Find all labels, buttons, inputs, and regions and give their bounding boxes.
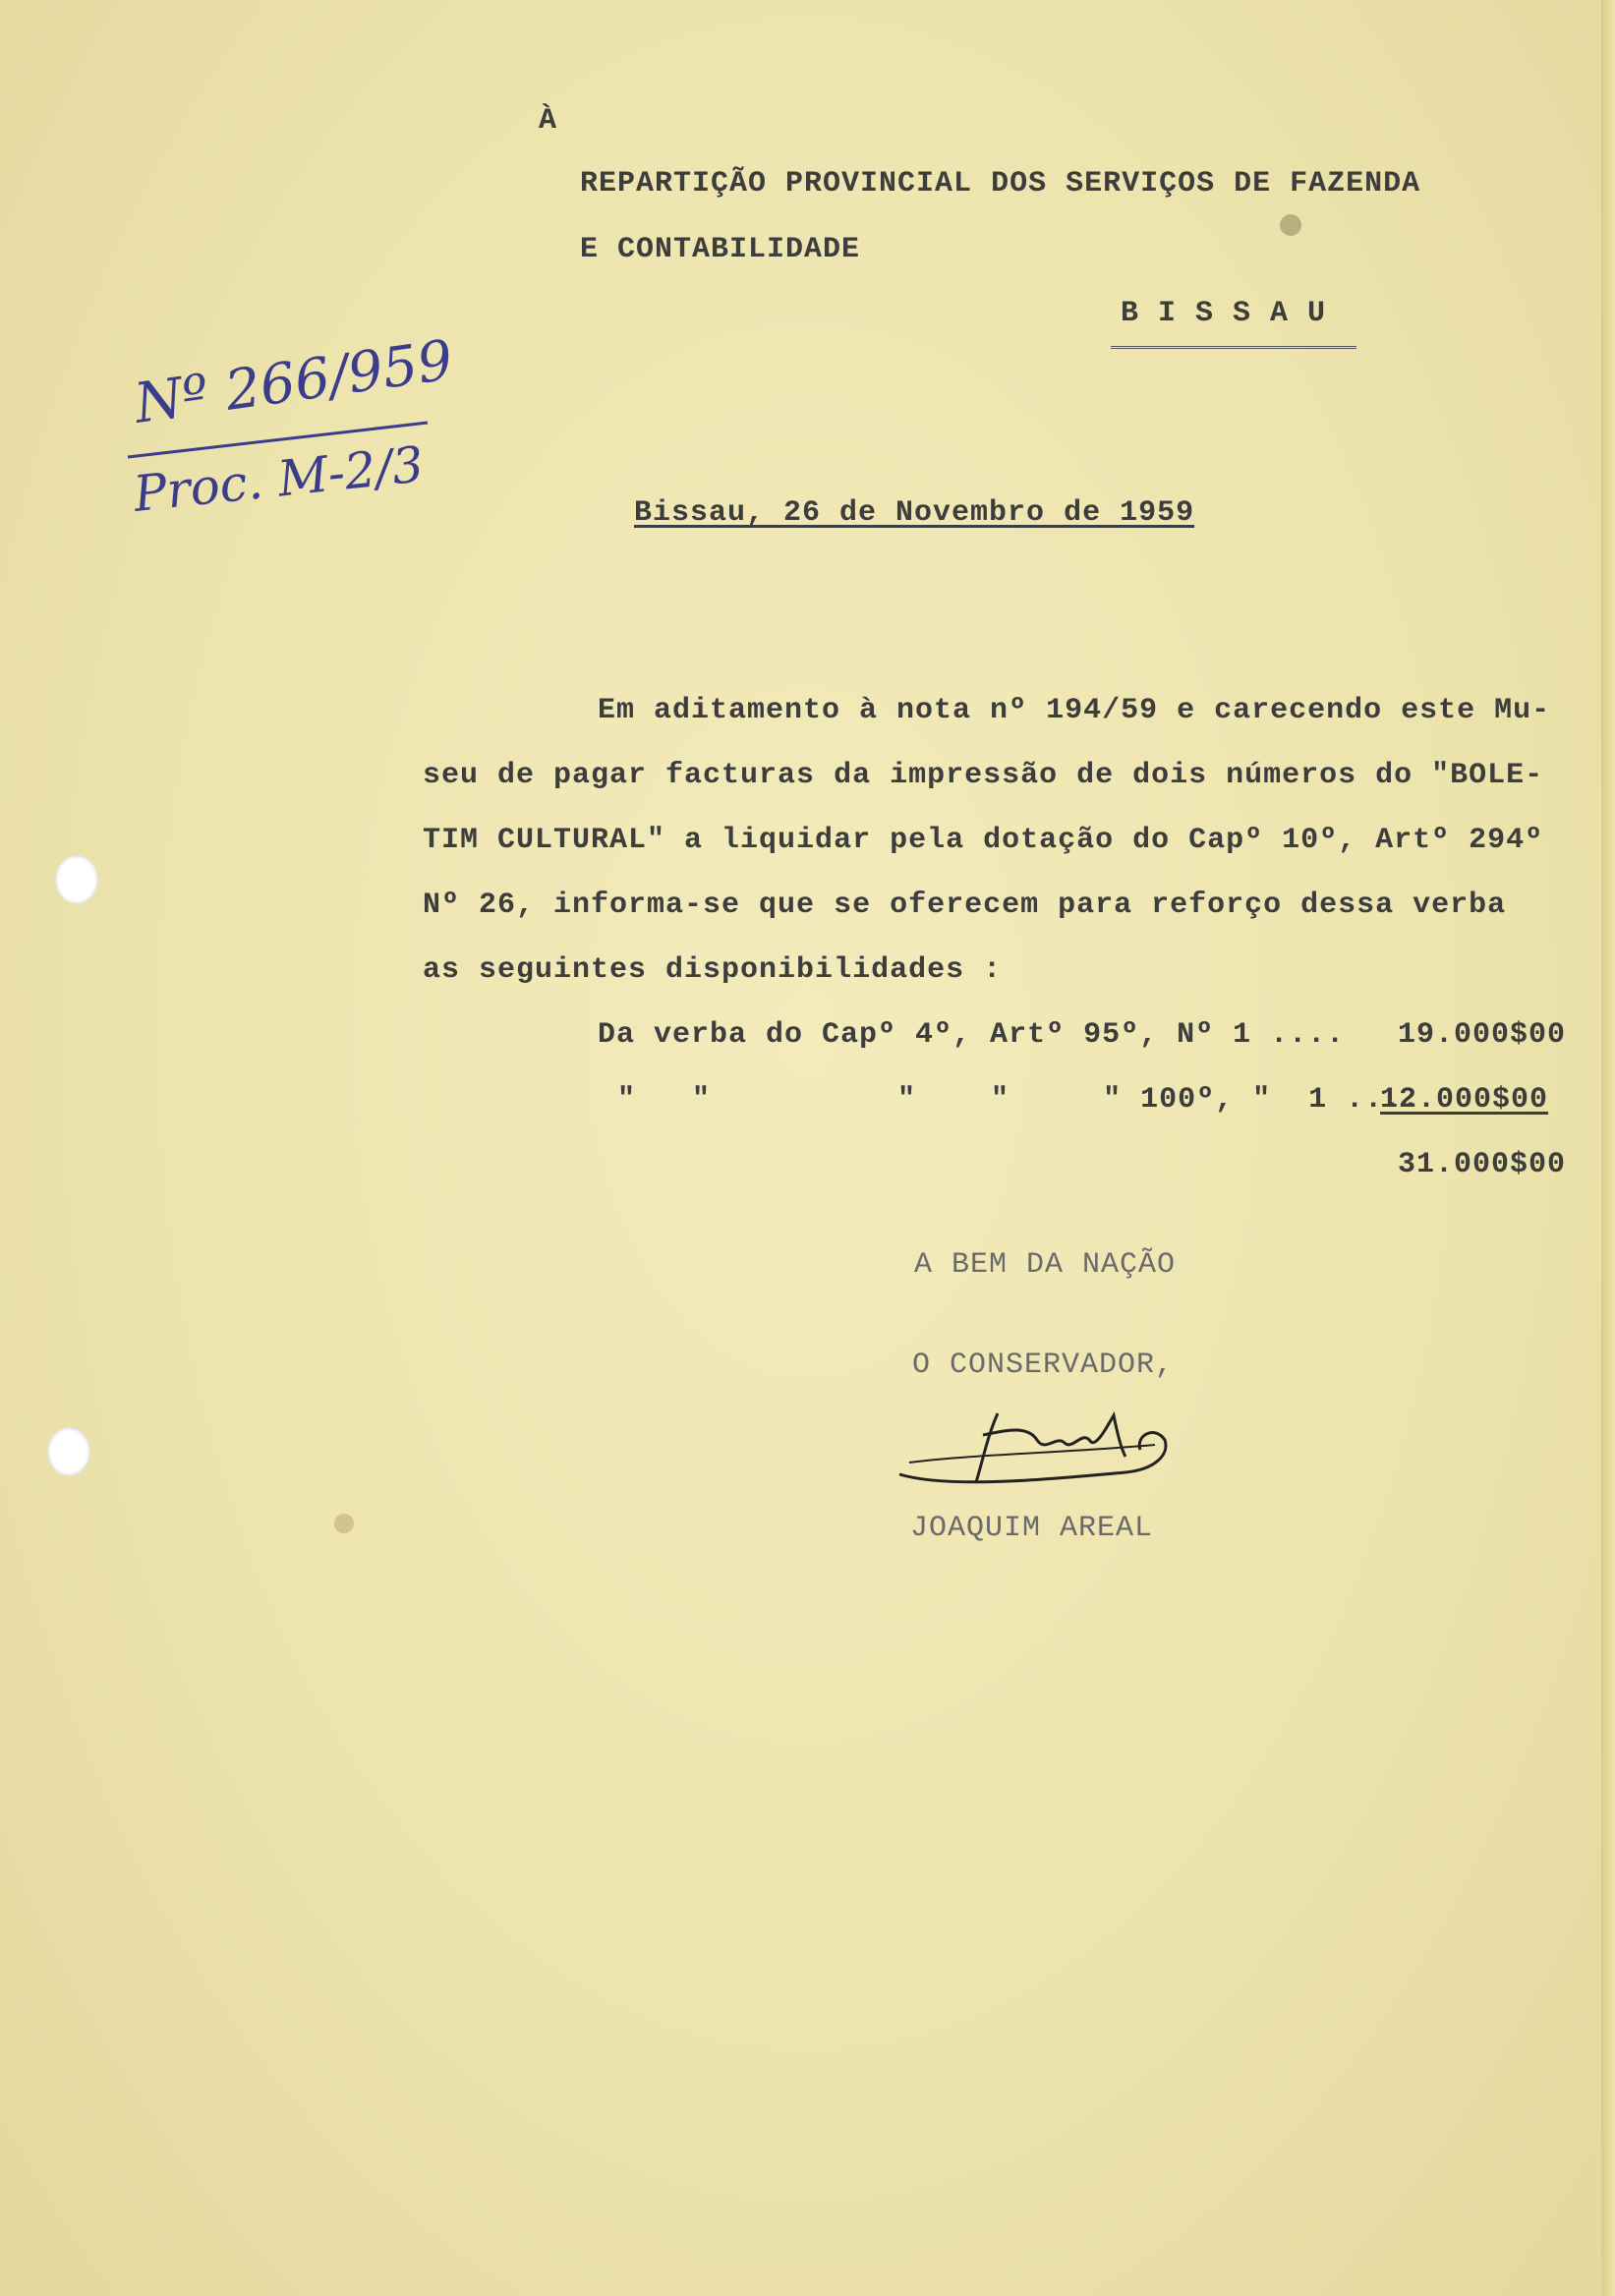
item-2-amount: 12.000$00 [1380,1083,1549,1117]
addressee-prefix: À [539,104,558,138]
body-line-5: as seguintes disponibilidades : [423,953,1003,987]
ink-spot [1280,214,1301,236]
addressee-city: B I S S A U [1121,297,1327,330]
item-2-text: " " " " " 100º, " 1 .... [617,1083,1421,1117]
body-line-4: Nº 26, informa-se que se oferecem para reforço dessa verba [423,889,1507,922]
body-line-3: TIM CULTURAL" a liquidar pela dotação do Capº 10º, Artº 294º [423,824,1544,857]
closing-motto: A BEM DA NAÇÃO [914,1248,1177,1282]
total-amount: 31.000$00 [1398,1148,1567,1181]
city-double-underline [1111,346,1356,349]
margin-note [118,328,457,550]
punch-hole-bottom [47,1427,90,1476]
page-edge [1601,0,1615,2296]
margin-note-line-1: Nº 266/959 [130,328,457,436]
addressee-line-2: E CONTABILIDADE [580,233,861,266]
signature [890,1396,1184,1514]
signatory-name: JOAQUIM AREAL [910,1512,1154,1545]
punch-hole-top [55,855,98,904]
date-line: Bissau, 26 de Novembro de 1959 [634,496,1195,530]
item-1-text: Da verba do Capº 4º, Artº 95º, Nº 1 .... [598,1018,1346,1052]
closing-title: O CONSERVADOR, [912,1349,1175,1382]
item-1-amount: 19.000$00 [1398,1018,1567,1052]
stain-spot [334,1514,354,1533]
addressee-line-1: REPARTIÇÃO PROVINCIAL DOS SERVIÇOS DE FAZENDA [580,167,1421,201]
margin-note-line-2: Proc. M-2/3 [131,435,427,523]
body-line-2: seu de pagar facturas da impressão de dois números do "BOLE- [423,759,1544,792]
body-line-1: Em aditamento à nota nº 194/59 e carecendo este Mu- [598,694,1551,727]
